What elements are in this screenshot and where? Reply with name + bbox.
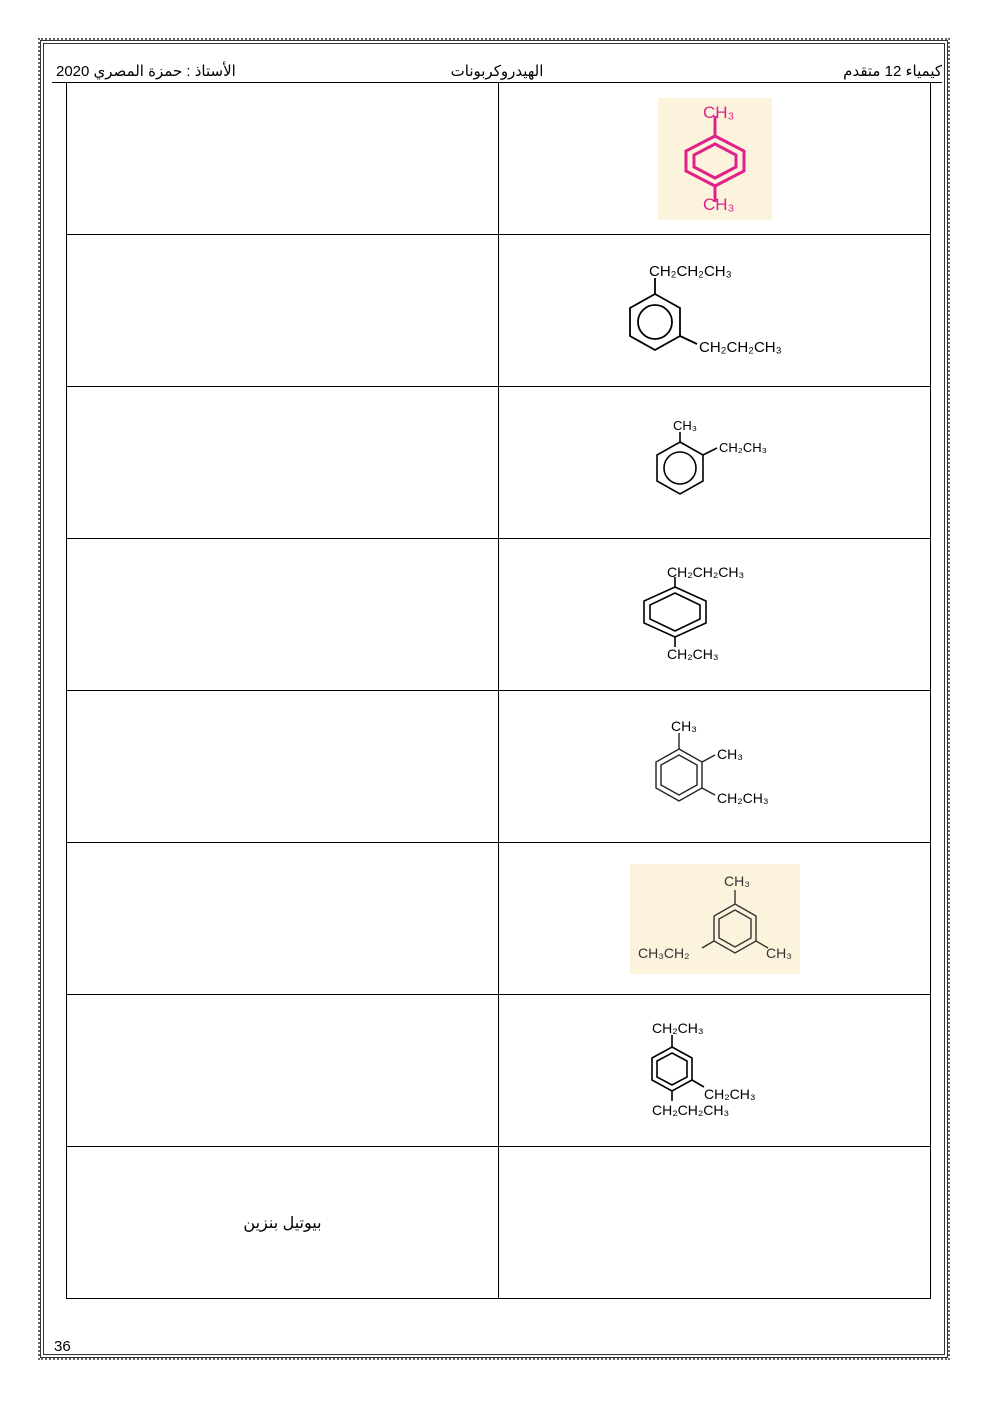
page-number: 36 (54, 1338, 71, 1355)
structure-cell (499, 995, 931, 1147)
structure-cell (499, 539, 931, 691)
header-topic: الهيدروكربونات (450, 63, 544, 80)
1-ethyl-3-5-dimethylbenzene-structure-icon (630, 864, 800, 974)
structure-label: CH₃ (765, 944, 792, 961)
name-answer-cell[interactable] (67, 539, 499, 691)
structure-answer-cell[interactable] (499, 1147, 931, 1299)
header-teacher: الأستاذ : حمزة المصري 2020 (56, 63, 236, 80)
name-answer-cell[interactable] (67, 235, 499, 387)
p-xylene-structure-icon (658, 98, 772, 220)
name-answer-cell[interactable] (67, 691, 499, 843)
structure-label: CH₂CH₃ (703, 1085, 756, 1102)
table-row (67, 387, 931, 539)
structure-label: CH₂CH₂CH₃ (648, 262, 732, 280)
table-row (67, 843, 931, 995)
table-row (67, 235, 931, 387)
structure-label: CH₂CH₂CH₃ (651, 1101, 729, 1118)
name-answer-cell[interactable] (67, 387, 499, 539)
structure-label: CH₂CH₂CH₃ (698, 338, 782, 356)
structure-label: CH₂CH₃ (716, 789, 769, 806)
page-header (52, 60, 942, 83)
structure-label: CH₃ (716, 745, 743, 762)
3-ethyl-1-2-dimethylbenzene-structure-icon (635, 715, 795, 819)
structure-label: CH₂CH₃ (651, 1019, 704, 1036)
structure-label: CH₃ (723, 872, 750, 889)
worksheet-table (66, 82, 931, 1299)
table-row (67, 83, 931, 235)
name-cell-butylbenzene: بيوتيل بنزين (67, 1147, 499, 1299)
structure-cell (499, 235, 931, 387)
structure-label: CH₂CH₃ (666, 645, 719, 662)
table-row (67, 539, 931, 691)
structure-label: CH₂CH₃ (718, 439, 767, 455)
table-row (67, 1147, 931, 1299)
1-3-dipropylbenzene-structure-icon (625, 256, 805, 366)
structure-label: CH₃ (670, 717, 697, 734)
structure-cell (499, 387, 931, 539)
structure-cell (499, 691, 931, 843)
structure-label: CH₃ (702, 102, 734, 122)
structure-cell (499, 83, 931, 235)
1-ethyl-4-propylbenzene-structure-icon (635, 565, 795, 665)
header-course: كيمياء 12 متقدم (843, 63, 942, 80)
structure-label: CH₂CH₂CH₃ (666, 563, 744, 580)
name-answer-cell[interactable] (67, 995, 499, 1147)
1-2-diethyl-4-propylbenzene-structure-icon (640, 1011, 790, 1131)
structure-label: CH₃ (672, 417, 697, 433)
table-row (67, 691, 931, 843)
name-answer-cell[interactable] (67, 83, 499, 235)
structure-cell (499, 843, 931, 995)
structure-label: CH₃CH₂ (637, 944, 690, 961)
2-ethyltoluene-structure-icon (645, 418, 785, 508)
structure-label: CH₃ (702, 194, 734, 214)
table-row (67, 995, 931, 1147)
name-answer-cell[interactable] (67, 843, 499, 995)
